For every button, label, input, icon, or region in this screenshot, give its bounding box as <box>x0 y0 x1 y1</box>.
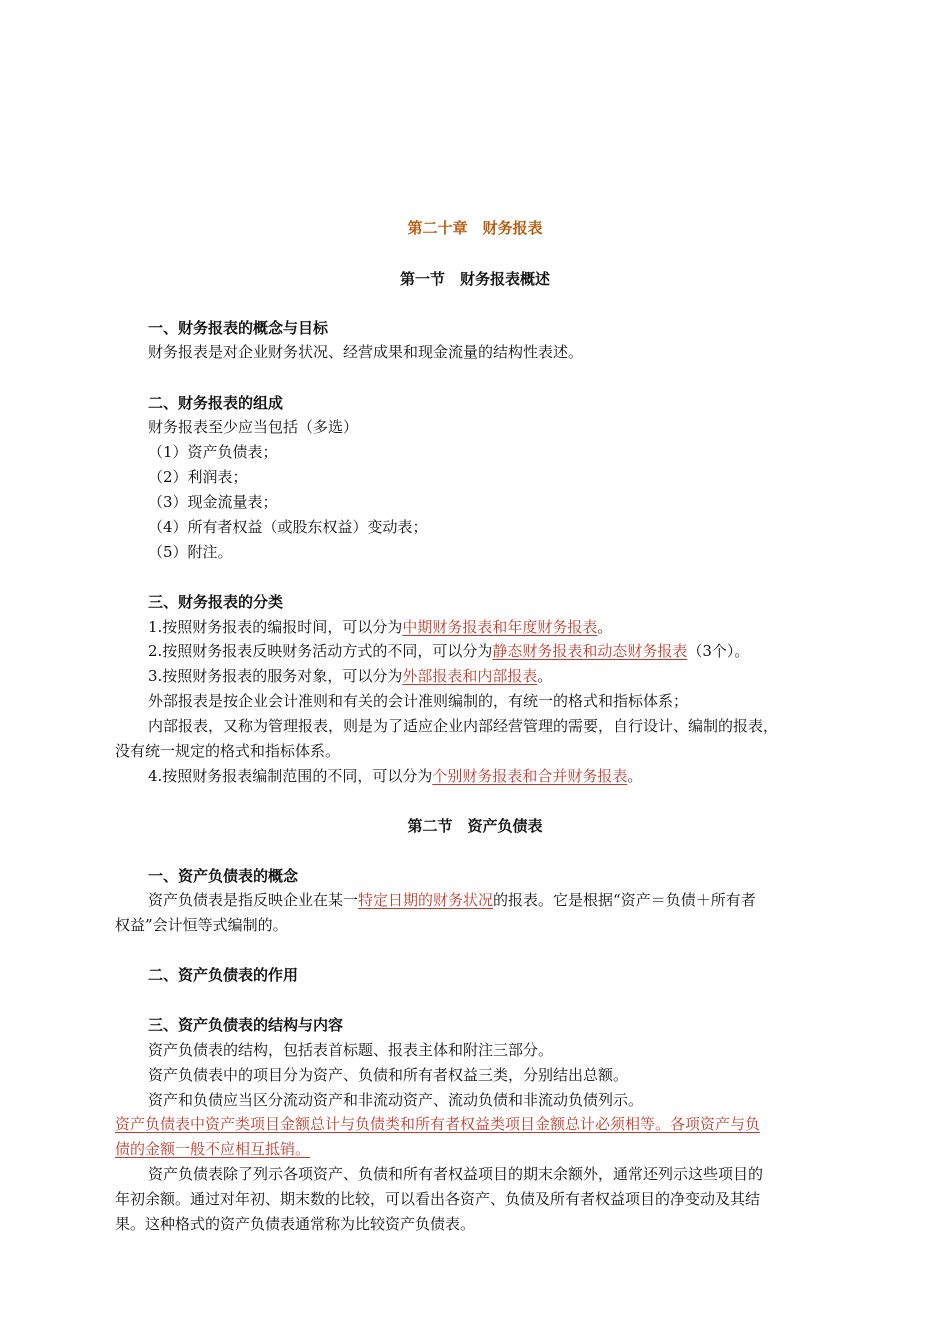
heading-balance-structure: 三、资产负债表的结构与内容 <box>148 1016 344 1034</box>
text: 1.按照财务报表的编报时间，可以分为 <box>148 618 403 636</box>
paragraph-items: 资产负债表中的项目分为资产、负债和所有者权益三类，分别结出总额。 <box>148 1066 629 1084</box>
text: （3个）。 <box>687 642 750 660</box>
highlighted-term: 特定日期的财务状况 <box>358 891 494 909</box>
classification-item-3 <box>148 664 837 688</box>
text: 2.按照财务报表反映财务活动方式的不同，可以分为 <box>148 642 493 660</box>
list-item: （3）现金流量表； <box>148 493 278 511</box>
paragraph-comparison-cont: 年初余额。通过对年初、期末数的比较，可以看出各资产、负债及所有者权益项目的净变动及其结 <box>115 1190 761 1208</box>
text: 。 <box>627 767 643 785</box>
text: 3.按照财务报表的服务对象，可以分为 <box>148 667 403 685</box>
text: 的报表。它是根据“资产＝负债＋所有者 <box>493 891 756 909</box>
text: 资产负债表是指反映企业在某一 <box>148 891 359 909</box>
highlighted-term: 静态财务报表和动态财务报表 <box>492 642 688 660</box>
paragraph-structure: 资产负债表的结构，包括表首标题、报表主体和附注三部分。 <box>148 1041 554 1059</box>
heading-balance-concept: 一、资产负债表的概念 <box>148 867 299 885</box>
external-report-text: 外部报表是按企业会计准则和有关的会计准则编制的，有统一的格式和指标体系； <box>148 692 689 710</box>
text: 4.按照财务报表编制范围的不同，可以分为 <box>148 767 433 785</box>
highlighted-term: 中期财务报表和年度财务报表 <box>402 618 598 636</box>
paragraph-comparison: 资产负债表除了列示各项资产、负债和所有者权益项目的期末余额外，通常还列示这些项目的 <box>148 1165 764 1183</box>
chapter-title: 第二十章 财务报表 <box>407 219 543 237</box>
section-1-title: 第一节 财务报表概述 <box>399 270 550 288</box>
heading-balance-function: 二、资产负债表的作用 <box>148 966 299 984</box>
classification-item-1 <box>148 615 837 639</box>
paragraph-balance-concept-cont: 权益”会计恒等式编制的。 <box>115 916 288 934</box>
paragraph-comparison-end: 果。这种格式的资产负债表通常称为比较资产负债表。 <box>115 1215 476 1233</box>
highlighted-term: 外部报表和内部报表 <box>402 667 538 685</box>
classification-item-4 <box>148 764 837 788</box>
highlighted-paragraph: 资产负债表中资产类项目金额总计与负债类和所有者权益类项目金额总计必须相等。各项资产与负 <box>115 1115 761 1133</box>
text: 。 <box>537 667 553 685</box>
list-item: （4）所有者权益（或股东权益）变动表； <box>148 518 428 536</box>
paragraph-balance-concept <box>148 888 837 912</box>
classification-item-2 <box>148 639 837 663</box>
paragraph-concept: 财务报表是对企业财务状况、经营成果和现金流量的结构性表述。 <box>148 343 584 361</box>
heading-classification: 三、财务报表的分类 <box>148 593 284 611</box>
section-2-title: 第二节 资产负债表 <box>407 817 543 835</box>
internal-report-text-cont: 没有统一规定的格式和指标体系。 <box>115 742 341 760</box>
heading-composition: 二、财务报表的组成 <box>148 394 284 412</box>
highlighted-paragraph-cont: 债的金额一般不应相互抵销。 <box>115 1140 311 1158</box>
highlighted-term: 个别财务报表和合并财务报表 <box>432 767 628 785</box>
heading-concept: 一、财务报表的概念与目标 <box>148 319 329 337</box>
paragraph-current-noncurrent: 资产和负债应当区分流动资产和非流动资产、流动负债和非流动负债列示。 <box>148 1091 644 1109</box>
paragraph-composition: 财务报表至少应当包括（多选） <box>148 418 359 436</box>
internal-report-text: 内部报表，又称为管理报表，则是为了适应企业内部经营管理的需要，自行设计、编制的报表， <box>148 717 779 735</box>
list-item: （2）利润表； <box>148 468 248 486</box>
list-item: （1）资产负债表； <box>148 443 278 461</box>
list-item: （5）附注。 <box>148 543 233 561</box>
text: 。 <box>597 618 613 636</box>
